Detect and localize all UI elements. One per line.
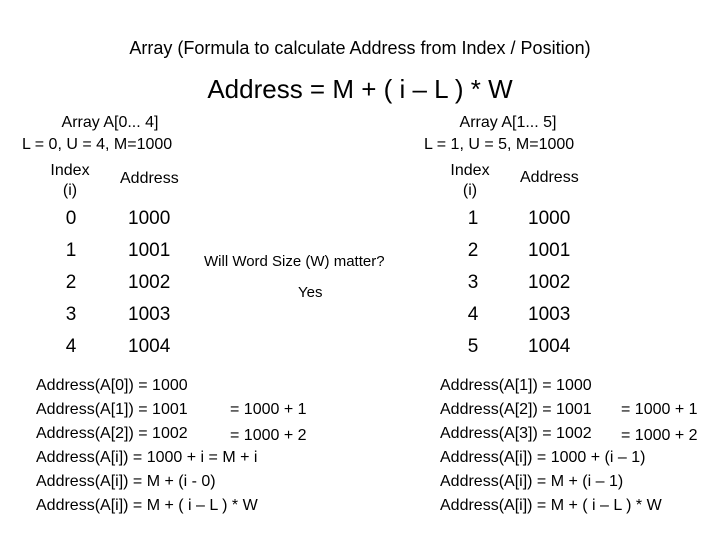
left-address-header: Address <box>120 170 179 187</box>
main-formula: Address = M + ( i – L ) * W <box>207 74 513 104</box>
left-index-cell: 3 <box>65 304 77 325</box>
right-derivation-line: Address(A[2]) = 1001 <box>440 401 592 418</box>
left-derivation-note: = 1000 + 1 <box>230 401 307 418</box>
left-address-cell: 1003 <box>128 304 171 325</box>
right-index-cell: 2 <box>467 240 479 261</box>
left-address-cell: 1002 <box>128 272 171 293</box>
left-derivation-line: Address(A[0]) = 1000 <box>36 377 188 394</box>
right-derivation-line: Address(A[i]) = 1000 + (i – 1) <box>440 449 646 466</box>
left-index-header: Index <box>50 162 90 179</box>
right-address-cell: 1003 <box>528 304 571 325</box>
right-index-cell: 4 <box>467 304 479 325</box>
right-derivation-note: = 1000 + 1 <box>621 401 698 418</box>
left-index-cell: 0 <box>65 208 77 229</box>
left-index-cell: 4 <box>65 336 77 357</box>
right-index-cell: 5 <box>467 336 479 357</box>
right-address-header: Address <box>520 169 579 186</box>
left-address-cell: 1004 <box>128 336 171 357</box>
right-address-cell: 1000 <box>528 208 571 229</box>
left-derivation-line: Address(A[i]) = M + ( i – L ) * W <box>36 497 258 514</box>
left-derivation-line: Address(A[i]) = M + (i - 0) <box>36 473 216 490</box>
left-bounds: L = 0, U = 4, M=1000 <box>22 136 173 153</box>
word-size-question: Will Word Size (W) matter? <box>204 253 385 270</box>
right-address-cell: 1002 <box>528 272 571 293</box>
left-index-sub: (i) <box>62 182 78 199</box>
right-derivation-note: = 1000 + 2 <box>621 427 698 444</box>
left-index-cell: 2 <box>65 272 77 293</box>
right-derivation-line: Address(A[i]) = M + ( i – L ) * W <box>440 497 662 514</box>
right-address-cell: 1001 <box>528 240 571 261</box>
left-array-label: Array A[0... 4] <box>61 114 159 131</box>
right-derivation-line: Address(A[3]) = 1002 <box>440 425 592 442</box>
right-index-sub: (i) <box>462 182 478 199</box>
left-derivation-line: Address(A[i]) = 1000 + i = M + i <box>36 449 258 466</box>
slide-title: Array (Formula to calculate Address from Index / Position) <box>129 38 591 58</box>
left-index-cell: 1 <box>65 240 77 261</box>
right-address-cell: 1004 <box>528 336 571 357</box>
left-derivation-note: = 1000 + 2 <box>230 427 307 444</box>
right-derivation-line: Address(A[i]) = M + (i – 1) <box>440 473 624 490</box>
left-address-cell: 1000 <box>128 208 171 229</box>
right-index-cell: 1 <box>467 208 479 229</box>
left-address-cell: 1001 <box>128 240 171 261</box>
right-array-label: Array A[1... 5] <box>459 114 557 131</box>
right-index-header: Index <box>450 162 490 179</box>
right-bounds: L = 1, U = 5, M=1000 <box>424 136 575 153</box>
left-derivation-line: Address(A[1]) = 1001 <box>36 401 188 418</box>
left-derivation-line: Address(A[2]) = 1002 <box>36 425 188 442</box>
right-index-cell: 3 <box>467 272 479 293</box>
word-size-answer: Yes <box>298 284 323 301</box>
right-derivation-line: Address(A[1]) = 1000 <box>440 377 592 394</box>
